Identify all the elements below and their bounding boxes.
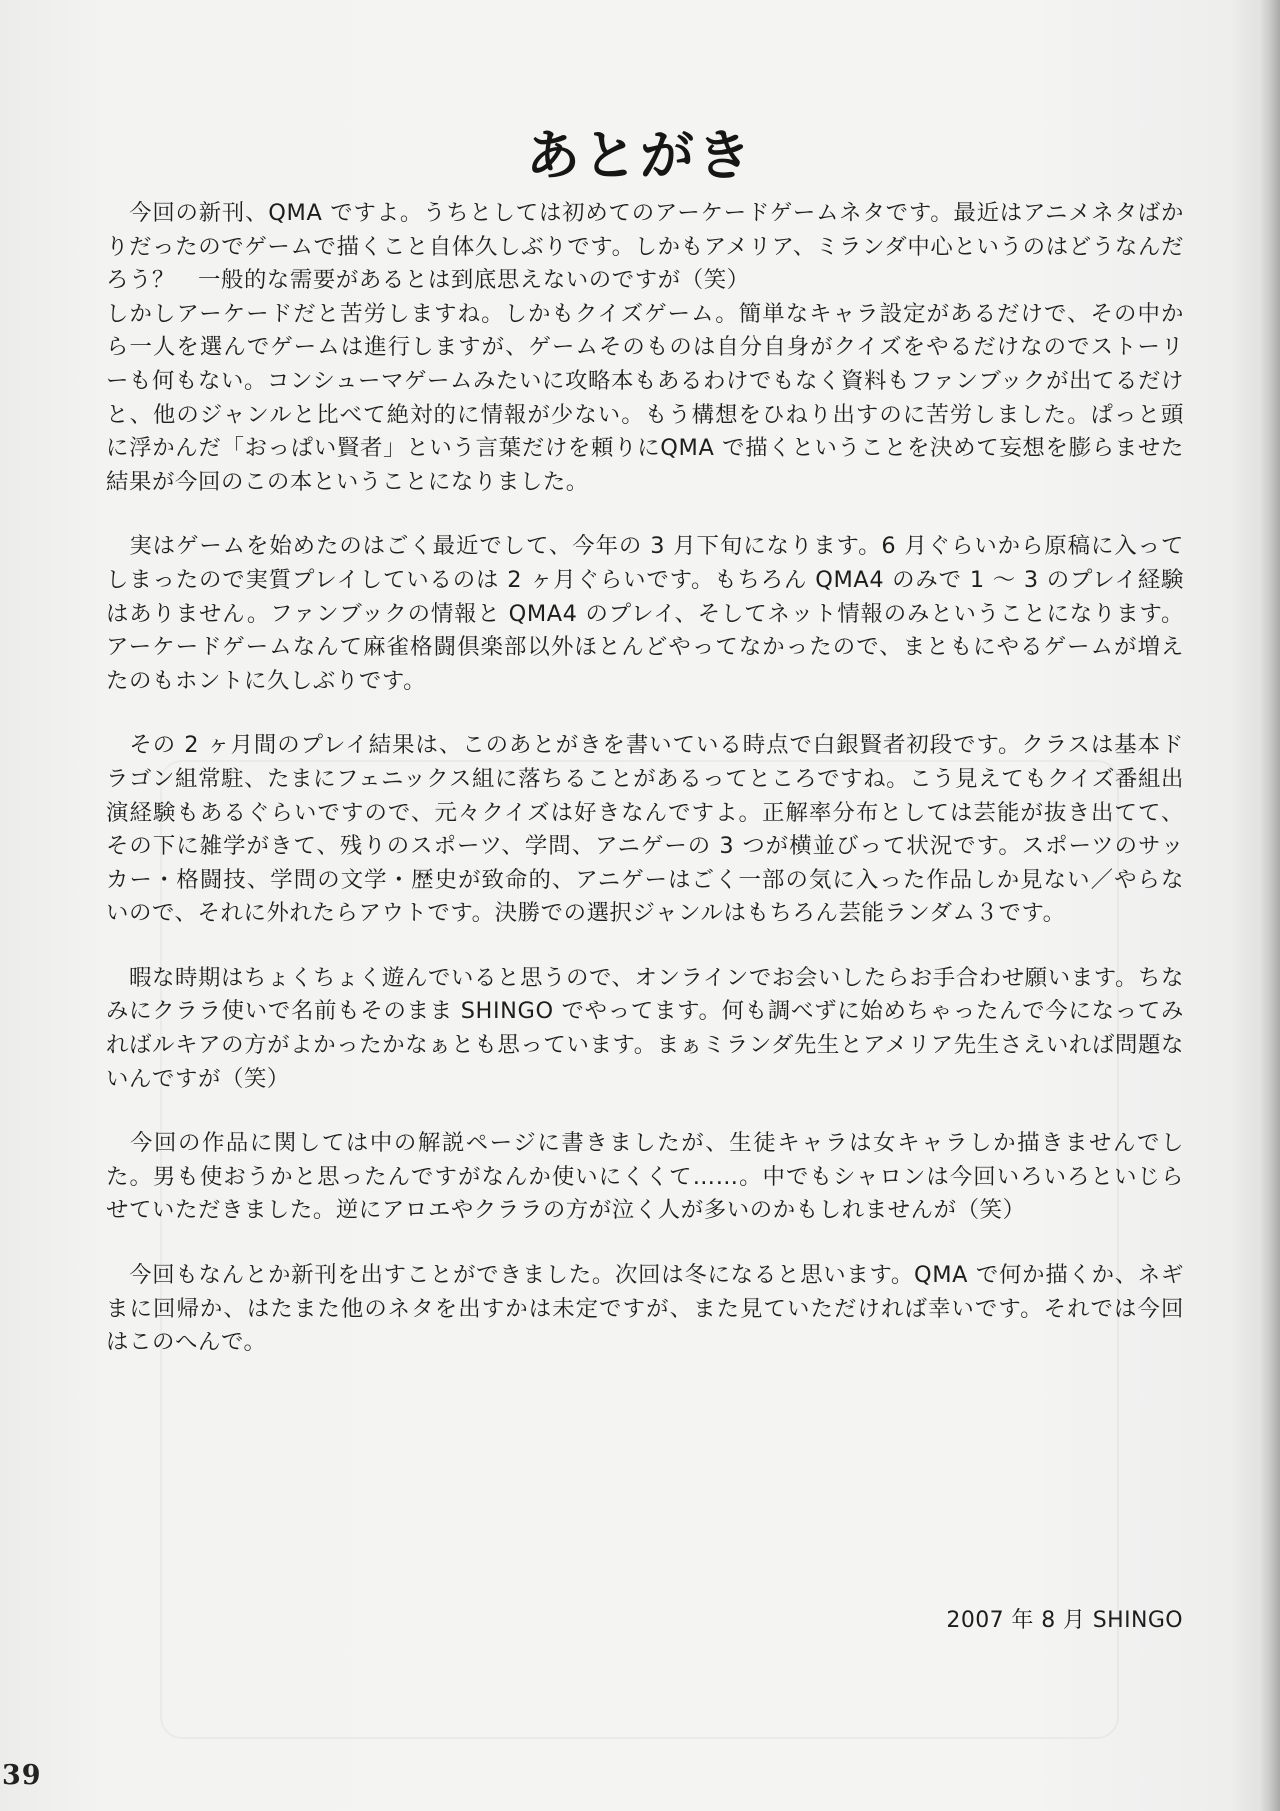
paragraph-2: 実はゲームを始めたのはごく最近でして、今年の 3 月下旬になります。6 月ぐらいから原稿に入ってしまったので実質プレイしているのは 2 ヶ月ぐらいです。もちろん QMA4 のみで 1 ～ 3 のプレイ経験はありません。ファンブックの情報と QMA4 のプレイ、そしてネット情報のみということになります。アーケードゲームなんて麻雀格闘倶楽部以外ほとんどやってなかったので、まともにやるゲームが増えたのもホントに久しぶりです。 (106, 533, 1184, 694)
paragraph-1: 今回の新刊、QMA ですよ。うちとしては初めてのアーケードゲームネタです。最近はアニメネタばかりだったのでゲームで描くこと自体久しぶりです。しかもアメリア、ミランダ中心というのはどうなんだろう？ 一般的な需要があるとは到底思えないのですが（笑） しかしアーケードだと苦労しますね。しかもクイズゲーム。簡単なキャラ設定があるだけで、その中から一人を選んでゲームは進行しますが、ゲームそのものは自分自身がクイズをやるだけなのでストーリーも何もない。コンシューマゲームみたいに攻略本もあるわけでもなく資料もファンブックが出てるだけと、他のジャンルと比べて絶対的に情報が少ない。もう構想をひねり出すのに苦労しました。ぱっと頭に浮かんだ「おっぱい賢者」という言葉だけを頼りにQMA で描くということを決めて妄想を膨らませた結果が今回のこの本ということになりました。 (106, 200, 1184, 495)
author-signature: 2007 年 8 月 SHINGO (946, 1608, 1183, 1633)
page-spine-shadow (1258, 0, 1280, 1811)
afterword-body (106, 197, 1184, 1360)
paragraph-6: 今回もなんとか新刊を出すことができました。次回は冬になると思います。QMA で何か描くか、ネギまに回帰か、はたまた他のネタを出すかは未定ですが、また見ていただければ幸いです。それでは今回はこのへんで。 (106, 1262, 1184, 1356)
page-number: 39 (2, 1760, 42, 1791)
paragraph-5: 今回の作品に関しては中の解説ページに書きましたが、生徒キャラは女キャラしか描きませんでした。男も使おうかと思ったんですがなんか使いにくくて……。中でもシャロンは今回いろいろといじらせていただきました。逆にアロエやクララの方が泣く人が多いのかもしれませんが（笑） (106, 1130, 1184, 1224)
page-title: あとがき (526, 124, 754, 188)
paragraph-4: 暇な時期はちょくちょく遊んでいると思うので、オンラインでお会いしたらお手合わせ願います。ちなみにクララ使いで名前もそのまま SHINGO でやってます。何も調べずに始めちゃったんで今になってみればルキアの方がよかったかなぁとも思っています。まぁミランダ先生とアメリア先生さえいれば問題ないんですが（笑） (106, 964, 1184, 1092)
paragraph-3: その 2 ヶ月間のプレイ結果は、このあとがきを書いている時点で白銀賢者初段です。クラスは基本ドラゴン組常駐、たまにフェニックス組に落ちることがあるってところですね。こう見えてもクイズ番組出演経験もあるぐらいですので、元々クイズは好きなんですよ。正解率分布としては芸能が抜き出てて、その下に雑学がきて、残りのスポーツ、学問、アニゲーの 3 つが横並びって状況です。スポーツのサッカー・格闘技、学問の文学・歴史が致命的、アニゲーはごく一部の気に入った作品しか見ない／やらないので、それに外れたらアウトです。決勝での選択ジャンルはもちろん芸能ランダム３です。 (106, 732, 1184, 927)
